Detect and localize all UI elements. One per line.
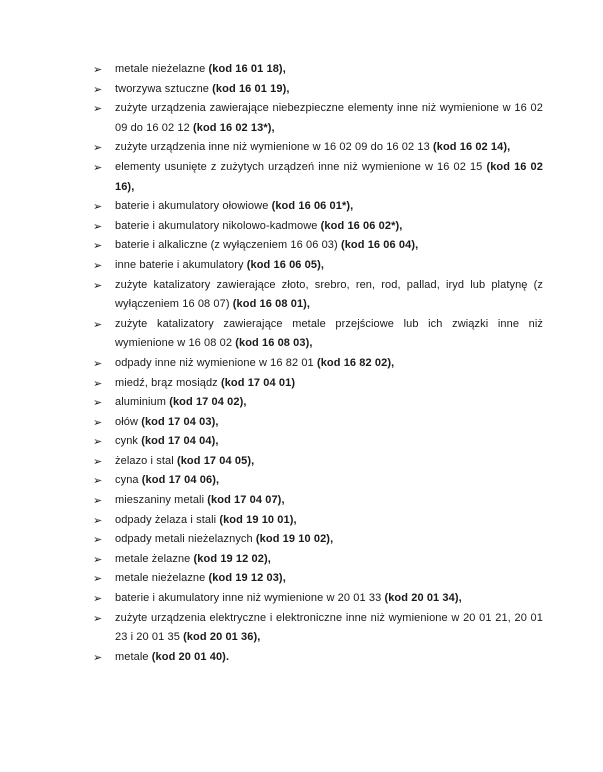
- arrowhead-bullet-icon: ➢: [93, 552, 103, 566]
- waste-code: (kod 19 12 03),: [208, 572, 286, 585]
- list-item-text: baterie i akumulatory nikolowo-kadmowe: [115, 219, 318, 232]
- list-item-text: odpady inne niż wymienione w 16 82 01: [115, 356, 314, 369]
- waste-code: (kod 16 01 19),: [212, 82, 290, 95]
- arrowhead-bullet-icon: ➢: [93, 592, 103, 606]
- list-item-text: odpady żelaza i stali: [115, 513, 217, 526]
- list-item: [93, 452, 543, 472]
- list-item: [93, 374, 543, 394]
- waste-code: (kod 20 01 36),: [183, 631, 261, 644]
- waste-code: (kod 16 02 13*),: [192, 121, 275, 134]
- list-item-text: metale nieżelazne: [115, 63, 206, 75]
- list-item: [93, 550, 543, 570]
- list-item-text: cyna: [115, 474, 139, 487]
- list-item: [93, 256, 543, 276]
- list-item-text: zużyte urządzenia zawierające niebezpieczne elementy inne niż wymienione w 16 02 09 do 16 02 12: [115, 102, 543, 134]
- list-item-text: baterie i akumulatory ołowiowe: [115, 200, 269, 213]
- waste-code: (kod 19 10 01),: [219, 513, 297, 526]
- arrowhead-bullet-icon: ➢: [93, 396, 103, 410]
- list-item: [93, 197, 543, 217]
- list-item: [93, 393, 543, 413]
- list-item: [93, 80, 543, 100]
- list-item: [93, 276, 543, 315]
- list-item: [93, 432, 543, 452]
- list-item-text: żelazo i stal: [115, 454, 174, 467]
- waste-code: (kod 16 06 05),: [246, 258, 325, 271]
- list-item: [93, 354, 543, 374]
- waste-code: (kod 17 04 02),: [169, 396, 247, 409]
- waste-code: (kod 16 08 03),: [235, 337, 313, 350]
- arrowhead-bullet-icon: ➢: [93, 494, 103, 508]
- waste-code: (kod 19 10 02),: [255, 533, 334, 546]
- list-item: [93, 60, 543, 80]
- list-item: [93, 138, 543, 158]
- waste-code: (kod 20 01 34),: [384, 592, 462, 605]
- waste-code-list: [93, 60, 543, 667]
- list-item: [93, 471, 543, 491]
- waste-code: (kod 17 04 01): [220, 376, 296, 389]
- arrowhead-bullet-icon: ➢: [93, 435, 103, 449]
- arrowhead-bullet-icon: ➢: [93, 160, 103, 174]
- arrowhead-bullet-icon: ➢: [93, 258, 103, 272]
- waste-code: (kod 17 04 05),: [176, 454, 255, 467]
- list-item: [93, 569, 543, 589]
- list-item-text: inne baterie i akumulatory: [115, 258, 244, 271]
- arrowhead-bullet-icon: ➢: [93, 572, 103, 586]
- list-item-text: ołów: [115, 415, 139, 428]
- list-item-text: mieszaniny metali: [115, 494, 205, 507]
- list-item-text: zużyte katalizatory zawierające metale przejściowe lub ich związki inne niż wymienione w 16 08 02: [115, 317, 543, 350]
- arrowhead-bullet-icon: ➢: [93, 63, 103, 76]
- list-item-text: miedź, brąz mosiądz: [115, 376, 218, 389]
- arrowhead-bullet-icon: ➢: [93, 102, 103, 116]
- list-item: [93, 589, 543, 609]
- waste-code: (kod 16 06 04),: [340, 239, 419, 252]
- list-item-text: baterie i alkaliczne (z wyłączeniem 16 06 03): [115, 239, 338, 252]
- list-item-text: zużyte katalizatory zawierające złoto, srebro, ren, rod, pallad, iryd lub platynę (z wyłączeniem 16 08 07): [115, 278, 543, 311]
- list-item: [93, 511, 543, 531]
- arrowhead-bullet-icon: ➢: [93, 513, 103, 527]
- waste-code: (kod 16 02 14),: [432, 141, 511, 154]
- list-item: [93, 530, 543, 550]
- list-item: [93, 648, 543, 668]
- arrowhead-bullet-icon: ➢: [93, 239, 103, 253]
- list-item-text: metale: [115, 650, 149, 663]
- arrowhead-bullet-icon: ➢: [93, 650, 103, 664]
- arrowhead-bullet-icon: ➢: [93, 376, 103, 390]
- arrowhead-bullet-icon: ➢: [93, 141, 103, 155]
- list-item-text: cynk: [115, 435, 139, 448]
- list-item: [93, 158, 543, 197]
- arrowhead-bullet-icon: ➢: [93, 356, 103, 370]
- list-item-text: odpady metali nieżelaznych: [115, 533, 253, 546]
- arrowhead-bullet-icon: ➢: [93, 317, 103, 331]
- arrowhead-bullet-icon: ➢: [93, 200, 103, 214]
- waste-code: (kod 20 01 40).: [151, 650, 230, 663]
- list-item: [93, 99, 543, 138]
- list-item-text: tworzywa sztuczne: [115, 82, 210, 95]
- list-item: [93, 609, 543, 648]
- arrowhead-bullet-icon: ➢: [93, 415, 103, 429]
- list-item: [93, 236, 543, 256]
- list-item-text: zużyte urządzenia elektryczne i elektroniczne inne niż wymienione w 20 01 21, 20 01 23 i 20 01 35: [115, 611, 543, 644]
- waste-code: (kod 16 06 02*),: [320, 219, 403, 232]
- arrowhead-bullet-icon: ➢: [93, 82, 103, 96]
- list-item-text: aluminium: [115, 396, 167, 409]
- waste-code: (kod 16 82 02),: [316, 356, 395, 369]
- arrowhead-bullet-icon: ➢: [93, 611, 103, 625]
- waste-code: (kod 17 04 03),: [141, 415, 219, 428]
- waste-code: (kod 17 04 06),: [141, 474, 220, 487]
- list-item: [93, 413, 543, 433]
- list-item-text: elementy usunięte z zużytych urządzeń inne niż wymienione w 16 02 15: [115, 160, 483, 173]
- arrowhead-bullet-icon: ➢: [93, 533, 103, 547]
- list-item-text: metale żelazne: [115, 552, 191, 565]
- waste-code: (kod 16 08 01),: [232, 298, 311, 311]
- list-item-text: metale nieżelazne: [115, 572, 206, 585]
- waste-code: (kod 16 01 18),: [208, 63, 286, 75]
- waste-code: (kod 17 04 04),: [141, 435, 219, 448]
- waste-code: (kod 17 04 07),: [207, 494, 285, 507]
- list-item: [93, 217, 543, 237]
- arrowhead-bullet-icon: ➢: [93, 454, 103, 468]
- arrowhead-bullet-icon: ➢: [93, 474, 103, 488]
- list-item-text: baterie i akumulatory inne niż wymienione w 20 01 33: [115, 592, 382, 605]
- list-item-text: zużyte urządzenia inne niż wymienione w 16 02 09 do 16 02 13: [115, 141, 430, 154]
- waste-code: (kod 19 12 02),: [193, 552, 271, 565]
- waste-code: (kod 16 02 16),: [115, 160, 543, 193]
- arrowhead-bullet-icon: ➢: [93, 219, 103, 233]
- arrowhead-bullet-icon: ➢: [93, 278, 103, 292]
- waste-code: (kod 16 06 01*),: [271, 200, 354, 213]
- list-item: [93, 315, 543, 354]
- list-item: [93, 491, 543, 511]
